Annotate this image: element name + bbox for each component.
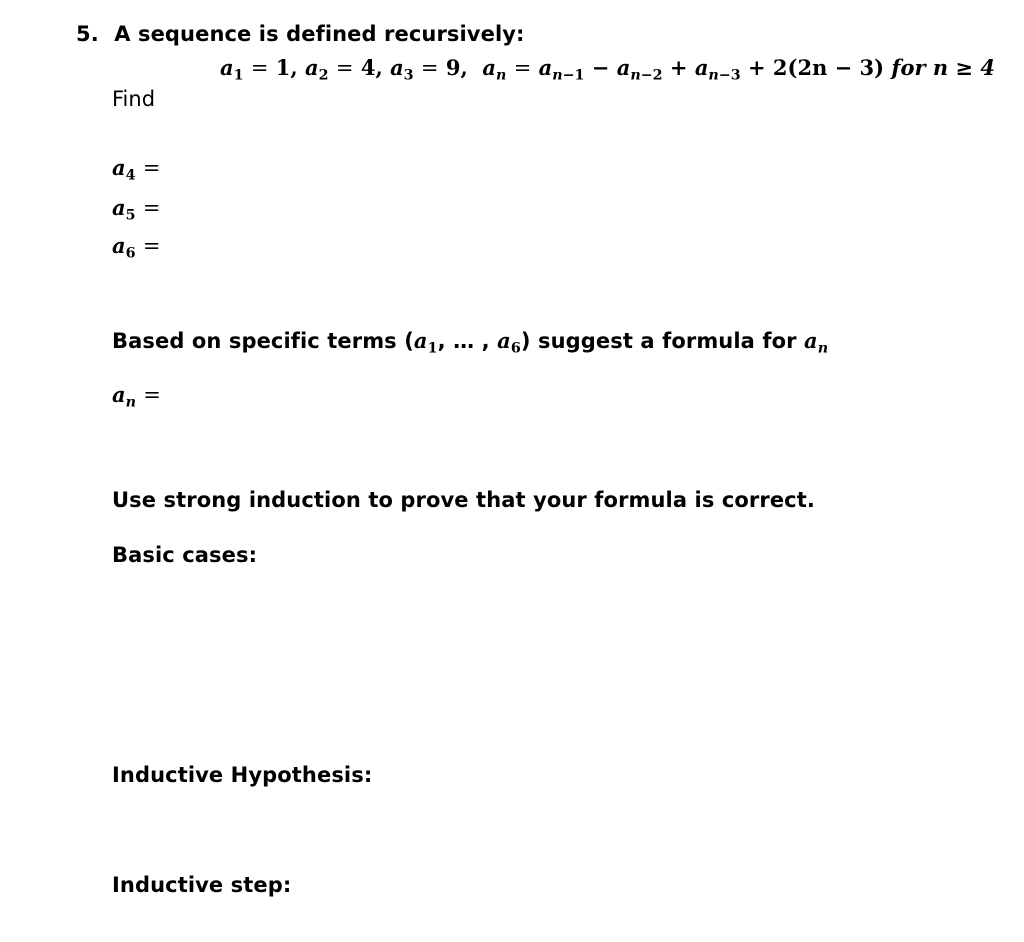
term-a6-index: 6 — [125, 245, 136, 262]
formula-prompt-end: ) suggest a formula for — [520, 329, 797, 353]
condition: n ≥ 4 — [932, 55, 995, 80]
find-label: Find — [112, 87, 156, 111]
formula-prompt: Based on specific terms ($a_1$, … , $a_6$) suggest a formula for $a_n$ — [112, 328, 829, 357]
formula-answer-index: n — [125, 394, 136, 411]
basic-cases-heading: Basic cases: — [112, 543, 258, 567]
inductive-step-heading: Inductive step: — [112, 873, 292, 897]
formula-prompt-range: , … , — [437, 329, 498, 353]
problem-statement: A sequence is defined recursively: — [114, 22, 525, 46]
initial-term-a2: 4 — [360, 55, 376, 80]
recurrence-tail: + 2(2n − 3) — [748, 55, 885, 80]
term-a6-line: $a_6$ = — [112, 233, 161, 262]
inductive-hypothesis-heading: Inductive Hypothesis: — [112, 763, 373, 787]
induction-instruction: Use strong induction to prove that your formula is correct. — [112, 488, 815, 512]
recursive-definition: $a_1 = 1$, $a_2 = 4$, $a_3 = 9$, $a_n = a_{n-1} - a_{n-2} + a_{n-3} + 2(2n - 3)$ for n ≥ 4 — [220, 55, 995, 84]
initial-term-a1: 1 — [275, 55, 291, 80]
formula-answer-line: $a_n$ = — [112, 382, 161, 411]
term-a4-line: $a_4$ = — [112, 155, 161, 184]
term-a5-line: $a_5$ = — [112, 195, 161, 224]
problem-header — [76, 22, 525, 46]
initial-term-a3: 9 — [445, 55, 461, 80]
term-a4-index: 4 — [125, 167, 136, 184]
problem-number: 5. — [76, 22, 99, 46]
condition-word: for — [891, 55, 926, 80]
term-a5-index: 5 — [125, 207, 136, 224]
formula-prompt-start: Based on specific terms ( — [112, 329, 414, 353]
